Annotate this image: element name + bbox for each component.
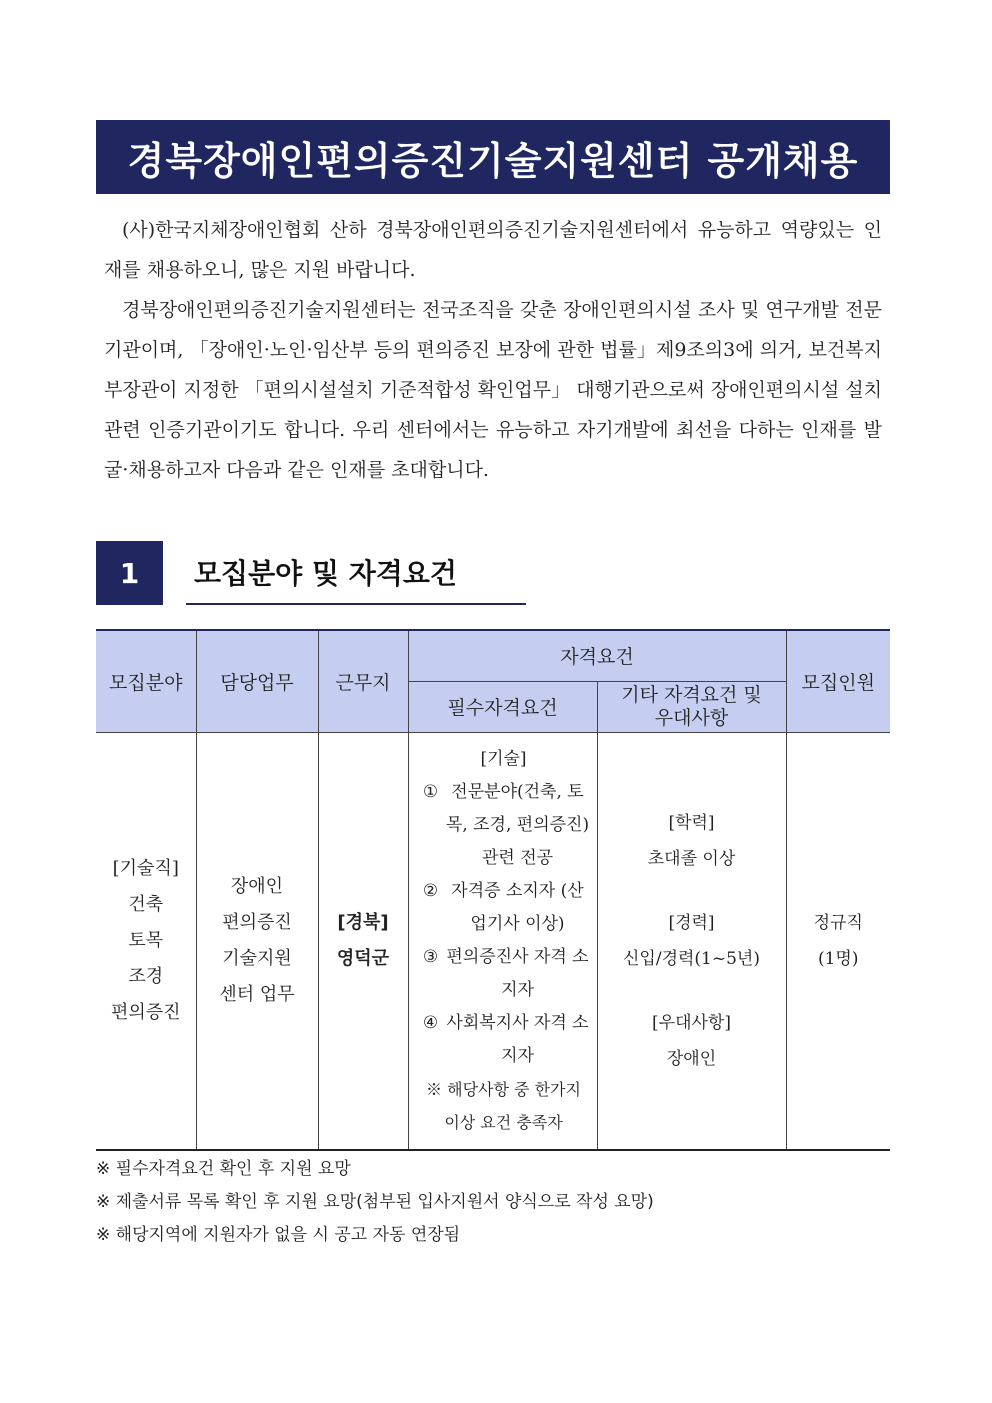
other-pref-label: [우대사항] — [652, 1012, 731, 1033]
required-item — [417, 875, 591, 941]
header-other — [597, 681, 786, 732]
footnote: ※ 제출서류 목록 확인 후 지원 요망(첨부된 입사지원서 양식으로 작성 요망) — [96, 1192, 654, 1212]
header-required: 필수자격요건 — [408, 681, 597, 732]
duty-line: 센터 업무 — [219, 983, 295, 1005]
field-line: [기술직] — [112, 857, 179, 879]
required-caption: [기술] — [480, 748, 527, 769]
other-edu-value: 초대졸 이상 — [647, 848, 736, 869]
cell-count — [786, 732, 890, 1150]
required-item — [417, 1007, 591, 1073]
required-item-text: 사회복지사 자격 소지자 — [446, 1012, 589, 1066]
spacer — [599, 877, 785, 905]
table-row — [96, 732, 890, 1150]
location-line: 영덕군 — [336, 947, 390, 969]
field-line: 토목 — [128, 929, 164, 951]
cell-field — [96, 732, 196, 1150]
other-edu-label: [학력] — [668, 812, 715, 833]
required-note: ※ 해당사항 중 한가지 이상 요건 충족자 — [426, 1079, 581, 1132]
cell-required — [408, 732, 597, 1150]
header-count: 모집인원 — [786, 630, 890, 732]
required-item-number: ③ — [422, 946, 439, 967]
location-line: [경북] — [337, 911, 389, 933]
other-pref-value: 장애인 — [666, 1048, 717, 1069]
required-item — [417, 941, 591, 1007]
required-item — [417, 776, 591, 875]
footnotes — [96, 1153, 654, 1252]
required-item-number: ① — [422, 781, 439, 802]
field-line: 건축 — [128, 893, 164, 915]
cell-duty — [196, 732, 318, 1150]
spacer — [599, 977, 785, 1005]
header-duty: 담당업무 — [196, 630, 318, 732]
header-other-line1: 기타 자격요건 및 — [621, 683, 762, 706]
cell-other — [597, 732, 786, 1150]
recruitment-table — [96, 629, 890, 1151]
intro-paragraph-1: (사)한국지체장애인협회 산하 경북장애인편의증진기술지원센터에서 유능하고 역량있는 인재를 채용하오니, 많은 지원 바랍니다. — [104, 219, 882, 281]
intro-paragraph-2: 경북장애인편의증진기술지원센터는 전국조직을 갖춘 장애인편의시설 조사 및 연구개발 전문기관이며, 「장애인·노인·임산부 등의 편의증진 보장에 관한 법률」제9조의3에 의거, 보건복지부장관이 지정한 「편의시설설치 기준적합성 확인업무」 대행기관으로써 장애인편의시설 설치 관련 인증기관이기도 합니다. 우리 센터에서는 유능하고 자기개발에 최선을 다하는 인재를 발굴·채용하고자 다음과 같은 인재를 초대합니다. — [104, 299, 882, 481]
count-line: 정규직 — [813, 912, 863, 933]
cell-location — [318, 732, 408, 1150]
other-exp-label: [경력] — [668, 912, 715, 933]
field-line: 편의증진 — [110, 1001, 181, 1023]
section-number: 1 — [96, 541, 163, 605]
header-other-line2: 우대사항 — [654, 706, 729, 729]
footnote: ※ 해당지역에 지원자가 없을 시 공고 자동 연장됨 — [96, 1225, 461, 1245]
required-item-text: 편의증진사 자격 소지자 — [446, 946, 589, 1000]
header-location: 근무지 — [318, 630, 408, 732]
section-underline — [186, 603, 526, 605]
duty-line: 편의증진 — [222, 911, 292, 933]
count-line: (1명) — [817, 948, 859, 969]
required-item-text: 자격증 소지자 (산업기사 이상) — [451, 880, 584, 934]
other-exp-value: 신입/경력(1~5년) — [623, 948, 760, 969]
header-field: 모집분야 — [96, 630, 196, 732]
required-item-number: ④ — [422, 1012, 439, 1033]
header-qualification: 자격요건 — [408, 630, 786, 681]
required-item-text: 전문분야(건축, 토목, 조경, 편의증진) 관련 전공 — [445, 781, 590, 868]
footnote: ※ 필수자격요건 확인 후 지원 요망 — [96, 1159, 351, 1179]
field-line: 조경 — [128, 965, 164, 987]
duty-line: 장애인 — [230, 875, 284, 897]
duty-line: 기술지원 — [222, 947, 292, 969]
section-title: 모집분야 및 자격요건 — [194, 557, 457, 590]
intro-text — [104, 210, 882, 490]
required-item-number: ② — [422, 880, 439, 901]
page-title: 경북장애인편의증진기술지원센터 공개채용 — [96, 120, 890, 194]
